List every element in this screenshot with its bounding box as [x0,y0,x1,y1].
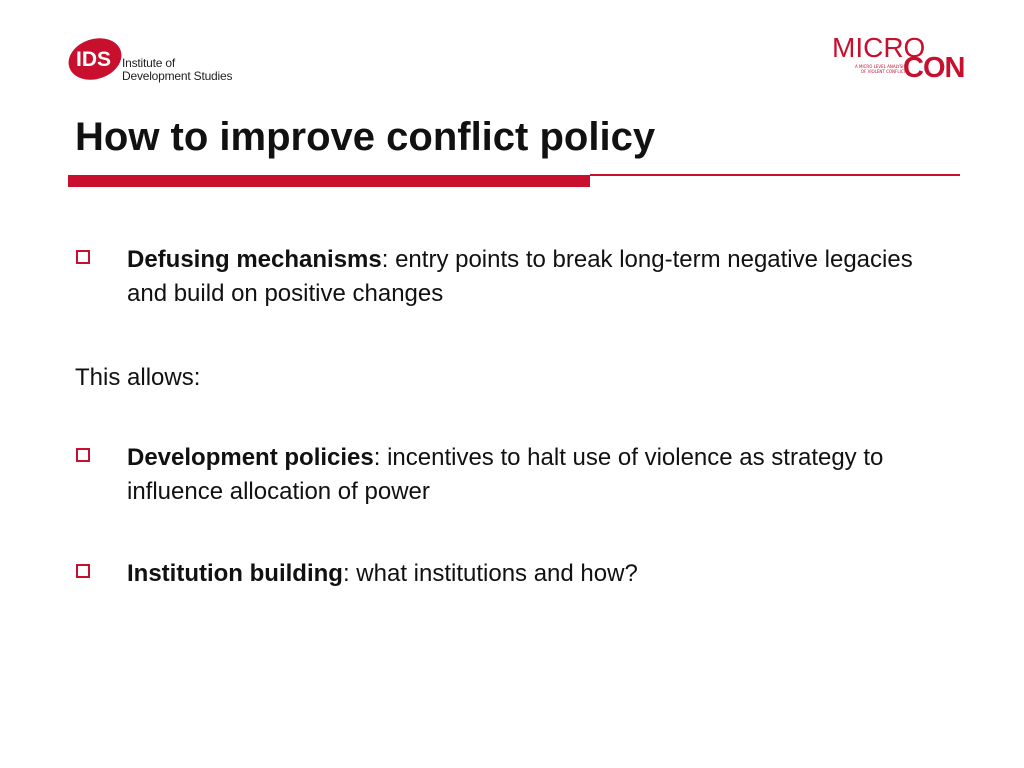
bullet-term: Institution building [127,560,343,587]
microcon-tagline-line2: OF VIOLENT CONFLICT [860,69,906,74]
ids-logo-mark [68,36,124,82]
bullet-description: : what institutions and how? [342,560,638,587]
microcon-tagline-line1: A MICRO LEVEL ANALYSIS [854,64,906,69]
checkbox-bullet-icon [76,250,90,264]
microcon-logo-micro: MICRO [832,32,926,63]
checkbox-bullet-icon [76,564,90,578]
bullet-text [127,243,957,311]
bullet-term: Development policies [127,444,374,471]
microcon-logo-tagline [834,64,906,74]
title-underline-thick [68,175,590,187]
title-underline-thin [590,174,960,176]
microcon-logo [832,34,980,84]
ids-logo-mark-text: IDS [76,48,112,71]
connector-text: This allows: [75,364,201,391]
ids-logo [68,36,238,84]
bullet-description: : incentives to halt use of violence as strategy to influence allocation of power [127,444,884,505]
ids-logo-line2: Development Studies [122,69,233,83]
microcon-logo-con: CON [903,52,965,84]
bullet-text [127,441,957,509]
bullet-term: Defusing mechanisms [127,246,382,273]
slide-title: How to improve conflict policy [75,115,656,159]
bullet-description: : entry points to break long-term negative legacies and build on positive changes [127,246,913,307]
checkbox-bullet-icon [76,448,90,462]
ids-logo-line1: Institute of [122,56,175,70]
bullet-text [127,557,957,591]
